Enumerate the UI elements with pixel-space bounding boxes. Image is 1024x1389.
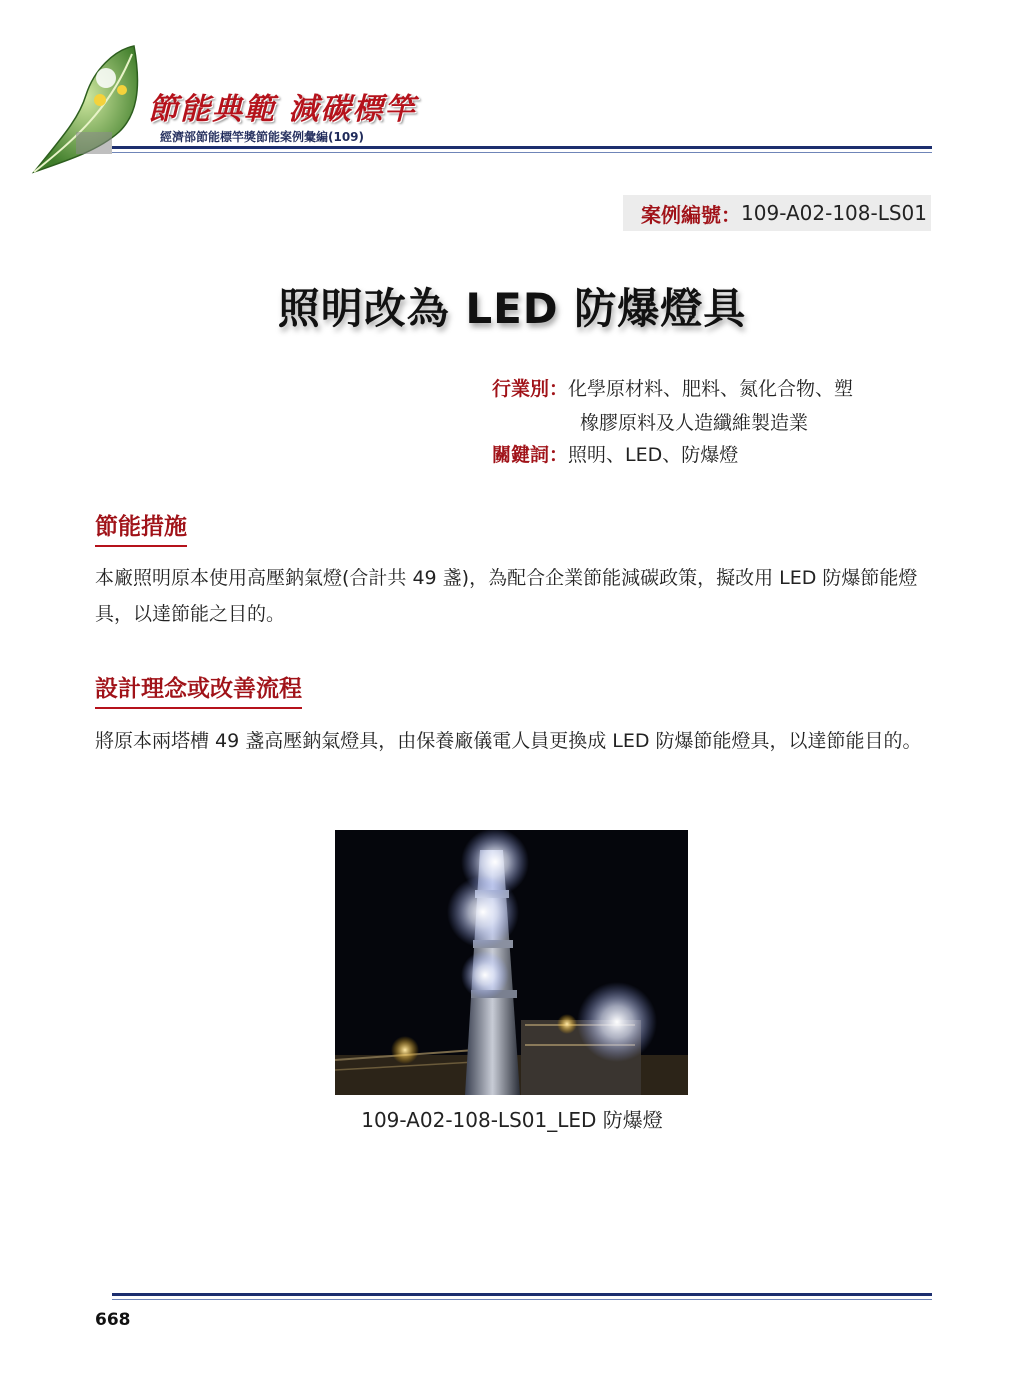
- header-rule-thin: [112, 152, 932, 153]
- photo-caption: 109-A02-108-LS01_LED 防爆燈: [361, 1108, 663, 1132]
- header-rule: [112, 146, 932, 149]
- section-heading-design: 設計理念或改善流程: [95, 670, 302, 709]
- meta-keywords: [492, 438, 738, 472]
- section-body-design: 將原本兩塔槽 49 盞高壓鈉氣燈具，由保養廠儀電人員更換成 LED 防爆節能燈具，以達節能目的。: [95, 730, 922, 752]
- section-heading-measures: 節能措施: [95, 508, 187, 547]
- case-number-label: 案例編號：: [641, 202, 742, 227]
- section-body-measures: 本廠照明原本使用高壓鈉氣燈(合計共 49 盞)，為配合企業節能減碳政策，擬改用 LED 防爆節能燈具，以達節能之目的。: [95, 567, 918, 625]
- footer-rule: [112, 1293, 932, 1296]
- brand-title: 節能典範 減碳標竿: [148, 92, 417, 127]
- keywords-label: 關鍵詞：: [492, 444, 569, 466]
- industry-value-line1: 化學原材料、肥料、氮化合物、塑: [568, 378, 854, 400]
- footer-rule-thin: [112, 1299, 932, 1300]
- keywords-value: 照明、LED、防爆燈: [568, 444, 739, 466]
- document-title: 照明改為 LED 防爆燈具: [277, 284, 747, 333]
- industry-value-line2: 橡膠原料及人造纖維製造業: [580, 412, 809, 434]
- meta-industry: [492, 372, 853, 406]
- case-number-box: [623, 195, 931, 231]
- led-lamp-photo: [335, 830, 688, 1095]
- industry-label: 行業別：: [492, 378, 569, 400]
- brand-subtitle: 經濟部節能標竿獎節能案例彙編(109): [160, 130, 365, 144]
- page-number: 668: [95, 1310, 131, 1330]
- case-number-value: 109-A02-108-LS01: [741, 201, 927, 225]
